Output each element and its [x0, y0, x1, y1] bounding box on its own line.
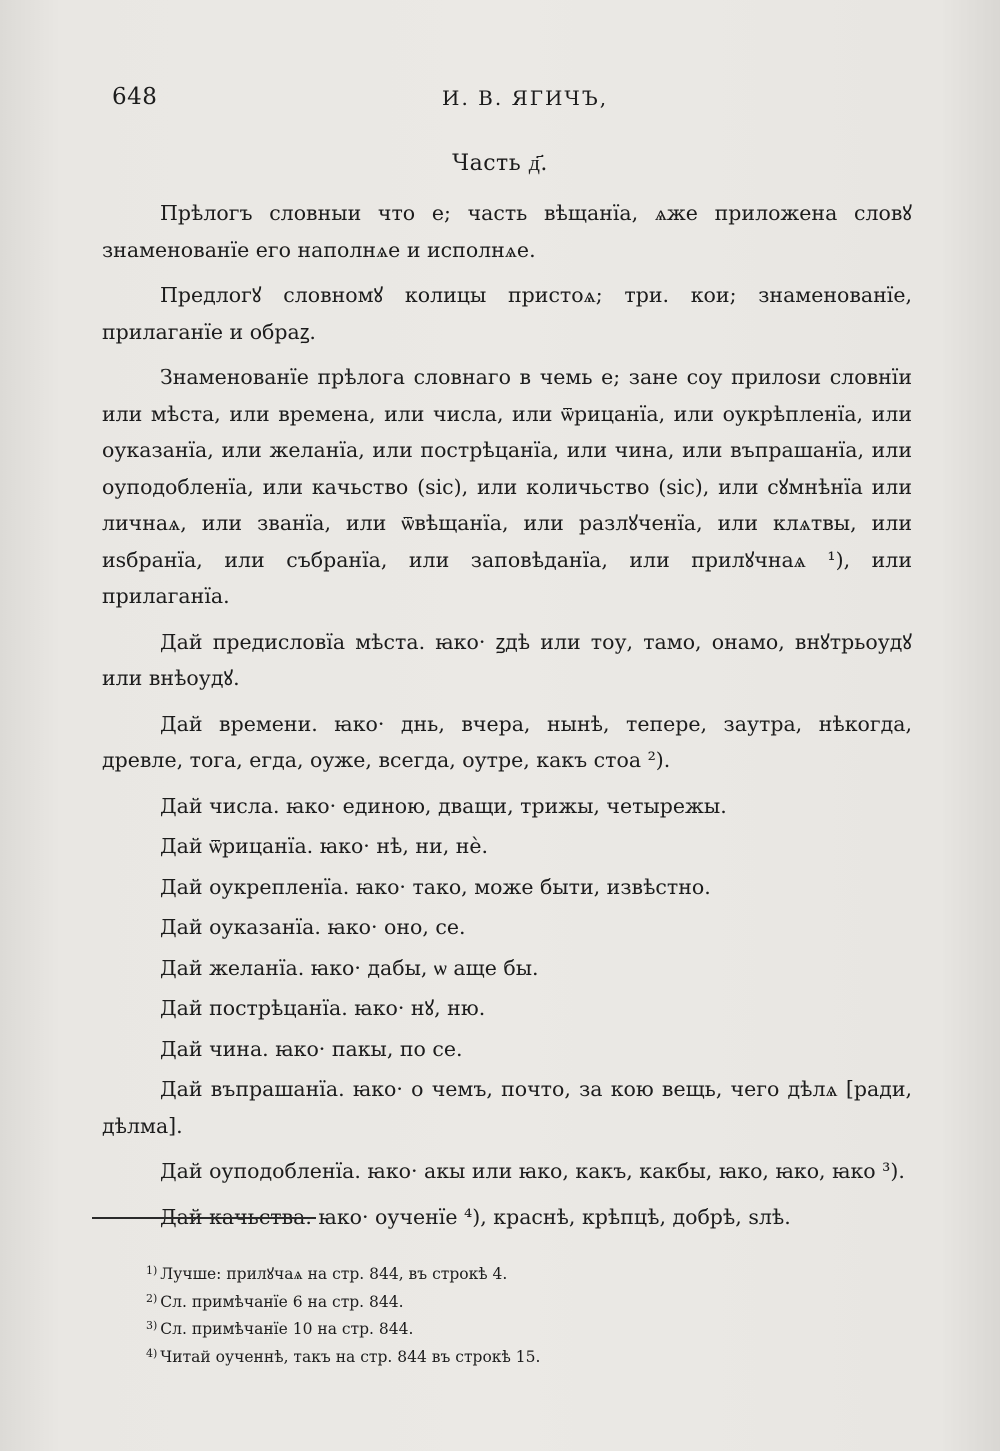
footnote-text: Читай оученнѣ, такъ на стр. 844 въ строкѣ 15.: [160, 1347, 541, 1366]
paragraph: Дай чина. ꙗко· пакы, по се.: [160, 1036, 463, 1061]
paragraph: Дай ѿрицанїа. ꙗко· нѣ, ни, нѐ.: [160, 834, 489, 858]
paragraph: Предлогꙋ словномꙋ колицы пристоѧ; три. кои; знаменованїе, прилаганїе и обраꙁ.: [102, 283, 912, 344]
footnote-mark: 4): [146, 1346, 158, 1360]
footnote: [146, 1314, 906, 1342]
paragraph: Дай желанїа. ꙗко· дабы, ѡ аще бы.: [160, 955, 539, 980]
footnote-text: Лучше: прилꙋчаѧ на стр. 844, въ строкѣ 4.: [160, 1265, 508, 1283]
page-number: 648: [112, 84, 158, 110]
footnote-mark: 1): [146, 1264, 158, 1277]
footnote-text: Сл. примѣчанїе 10 на стр. 844.: [160, 1320, 414, 1338]
paragraph: Дай оуказанїа. ꙗко· оно, се.: [160, 915, 466, 939]
paragraph: Дай въпрашанїа. ꙗко· о чемъ, почто, за кою вещь, чего дѣлѧ [ради, дѣлма].: [102, 1077, 912, 1138]
footnote-divider: [92, 1217, 316, 1219]
paragraph: Дай предисловїа мѣста. ꙗко· ꙁдѣ или тоу, тамо, онамо, внꙋтрьоудꙋ или внѣоудꙋ.: [102, 629, 912, 690]
footnote: [146, 1259, 906, 1287]
paragraph: Дай качьства. ꙗко· оученїе ⁴), краснѣ, крѣпцѣ, добрѣ, ѕлѣ.: [160, 1204, 791, 1229]
section-title: Часть д҃.: [452, 151, 548, 176]
footnote-mark: 2): [146, 1291, 158, 1305]
footnote-text: Сл. примѣчанїе 6 на стр. 844.: [160, 1292, 404, 1311]
paragraph: Прѣлогъ словныи что е; часть вѣщанїа, ѧже приложена словꙋ знаменованїе его наполнѧе и исполнѧе.: [102, 201, 912, 262]
footnote: [146, 1287, 906, 1315]
paragraph: Знаменованїе прѣлога словнаго в чемь е; зане соу прилоѕи словнїи или мѣста, или времена, или числа, или ѿрицанїа, или оукрѣпленїа, или оуказанїа, или желанїа, или пострѣцанїа, или чина, или въпрашанїа, или оуподобленїа, или качьство (sic), или количьство (sic), или сꙋмнѣнїа или личнаѧ, или званїа, или ѿвѣщанїа, или разлꙋченїа, или клѧтвы, или иѕбранїа, или събранїа, или заповѣданїа, или прилꙋчнаѧ ¹), или прилаганїа.: [102, 365, 912, 608]
running-head: И. В. ЯГИЧЪ,: [442, 86, 609, 110]
paragraph: Дай пострѣцанїа. ꙗко· нꙋ, ню.: [160, 996, 486, 1020]
paragraph: Дай оуподобленїа. ꙗко· акы или ꙗко, какъ, какбы, ꙗко, ꙗко, ꙗко ³).: [160, 1159, 905, 1183]
footnote: [146, 1342, 906, 1370]
paragraph: Дай оукрепленїа. ꙗко· тако, може быти, извѣстно.: [160, 874, 711, 899]
page-header: [112, 84, 912, 118]
footnotes: [146, 1259, 906, 1369]
paragraph: Дай числа. ꙗко· единою, дващи, трижы, четырежы.: [160, 793, 727, 818]
paragraph: Дай времени. ꙗко· днь, вчера, нынѣ, тепере, заутра, нѣкогда, древле, тога, егда, оуже, всегда, оутре, какъ стоа ²).: [102, 711, 912, 772]
footnote-mark: 3): [146, 1319, 158, 1332]
body-text: [102, 195, 912, 1244]
